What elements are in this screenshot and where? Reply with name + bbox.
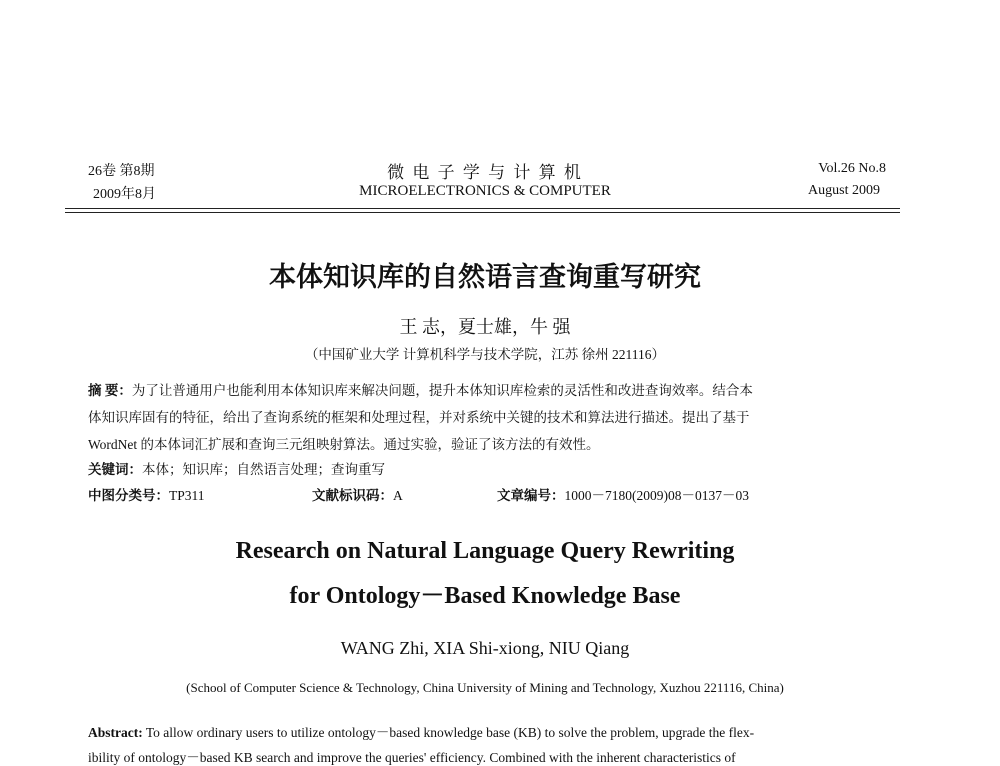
abstract-en-line: Abstract: To allow ordinary users to utilize ontology－based knowledge base (KB) to solve the problem, upgrade the flex-: [88, 725, 755, 740]
authors-en: WANG Zhi, XIA Shi-xiong, NIU Qiang: [340, 638, 630, 658]
document-code: 文献标识码：A: [312, 488, 403, 503]
abstract-en-line: ibility of ontology－based KB search and improve the queries' efficiency. Combined with the inherent characteristics of: [88, 750, 736, 765]
abstract-label-cn: 摘 要：: [88, 383, 132, 398]
keywords-cn: 关键词：本体；知识库；自然语言处理；查询重写: [88, 462, 385, 477]
header-rule-thin: [65, 212, 900, 213]
header-rule: [65, 208, 900, 209]
abstract-label-en: Abstract:: [88, 725, 143, 740]
paper-title-en-line2: for Ontology－Based Knowledge Base: [289, 583, 681, 609]
affiliation-en: (School of Computer Science & Technology, China University of Mining and Technology, Xuzhou 221116, China): [186, 680, 784, 695]
paper-title-cn: 本体知识库的自然语言查询重写研究: [269, 262, 701, 293]
affiliation-cn: （中国矿业大学 计算机科学与技术学院，江苏 徐州 221116）: [304, 347, 666, 362]
article-number: 文章编号：1000－7180(2009)08－0137－03: [497, 488, 749, 503]
abstract-cn-line: 体知识库固有的特征，给出了查询系统的框架和处理过程，并对系统中关键的技术和算法进行描述。提出了基于: [88, 410, 750, 425]
journal-volume-issue: 26卷 第8期: [88, 164, 155, 179]
abstract-cn-line: WordNet 的本体词汇扩展和查询三元组映射算法。通过实验，验证了该方法的有效性。: [88, 437, 600, 452]
clc-number: 中图分类号：TP311: [88, 488, 205, 503]
journal-date-cn: 2009年8月: [93, 187, 156, 202]
authors-cn: 王 志，夏士雄，牛 强: [399, 317, 571, 337]
journal-name-en: MICROELECTRONICS & COMPUTER: [359, 183, 611, 199]
journal-date-en: August 2009: [808, 183, 880, 198]
journal-name-cn: 微 电 子 学 与 计 算 机: [387, 163, 583, 182]
paper-title-en-line1: Research on Natural Language Query Rewriting: [235, 538, 735, 564]
journal-volume-en: Vol.26 No.8: [818, 161, 886, 176]
abstract-cn-line: 摘 要：为了让普通用户也能利用本体知识库来解决问题，提升本体知识库检索的灵活性和改进查询效率。结合本: [88, 383, 753, 398]
